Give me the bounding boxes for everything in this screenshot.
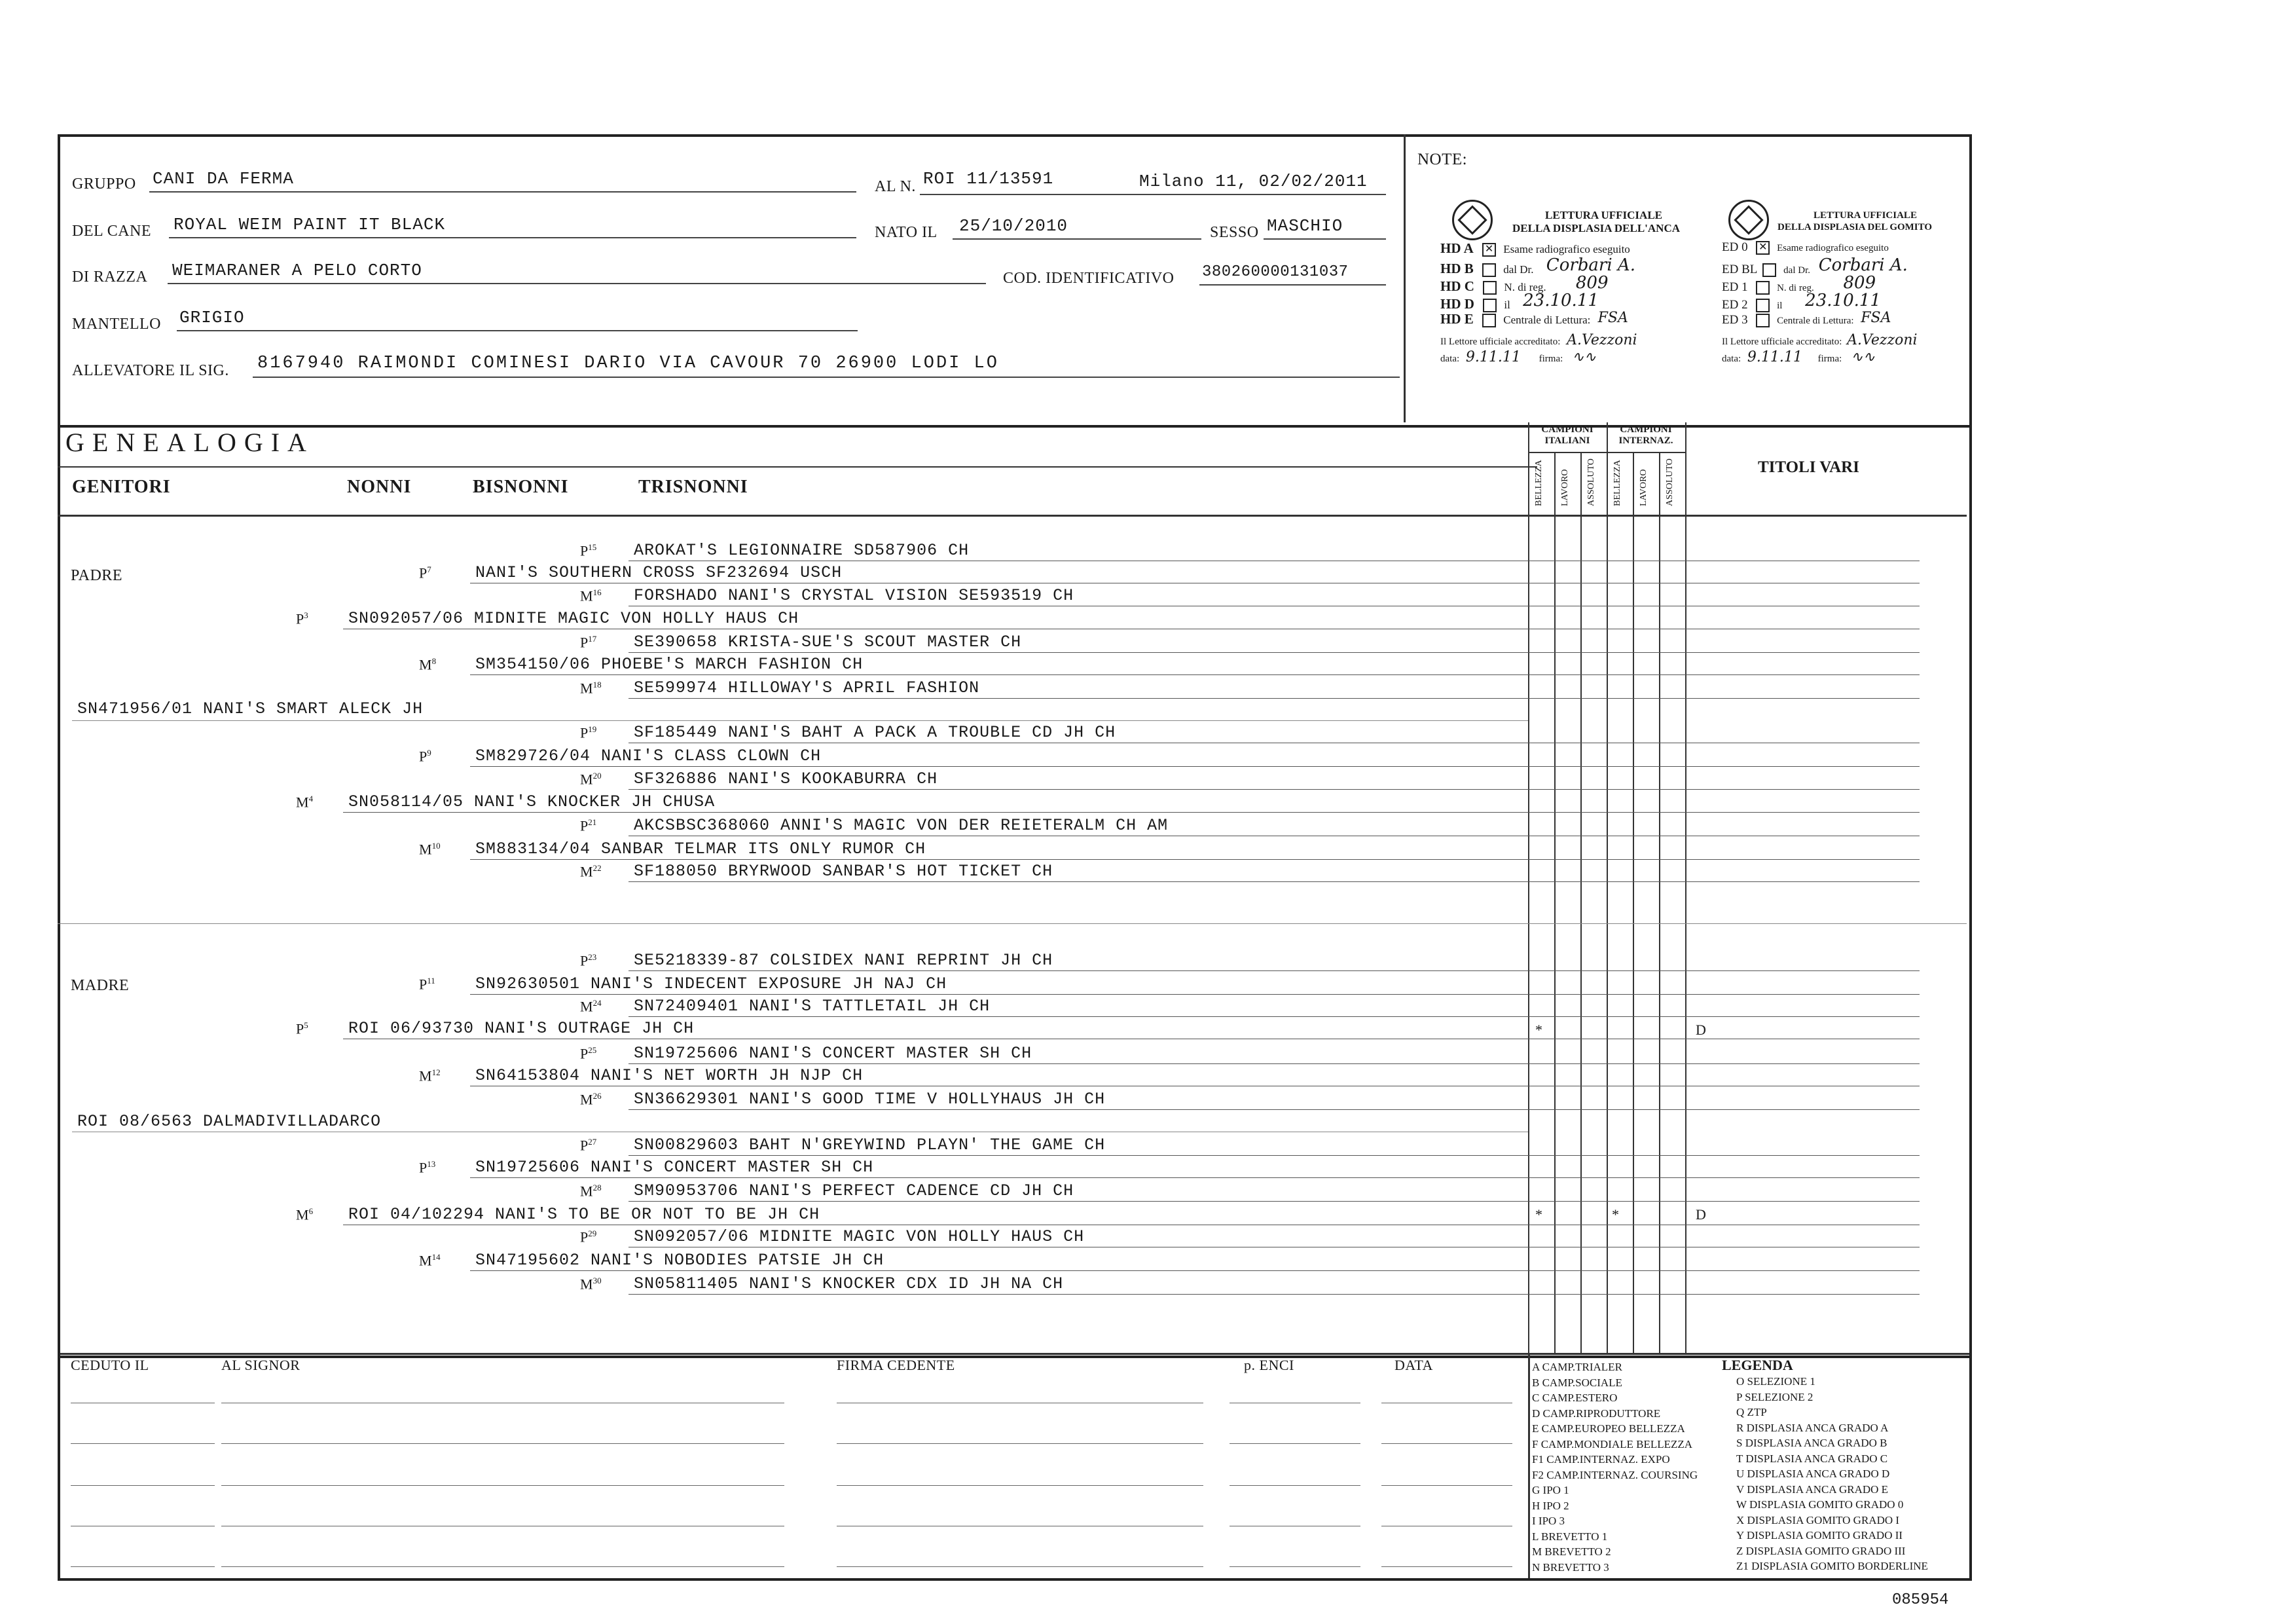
enci-label: p. ENCI [1244,1357,1294,1373]
anca-text: il [1504,299,1510,311]
checkbox-icon [1756,281,1770,295]
gomito-firma-label: firma: [1817,354,1842,364]
pedigree-underline [629,1201,1920,1202]
genitori-header: GENITORI [72,477,171,497]
pedigree-entry: SN092057/06 MIDNITE MAGIC VON HOLLY HAUS CH [348,609,799,628]
grid-v [1633,452,1634,1353]
ceduto-label: CEDUTO IL [71,1357,149,1373]
cod-label: COD. IDENTIFICATIVO [1003,270,1175,287]
pedigree-entry: SM90953706 NANI'S PERFECT CADENCE CD JH CH [634,1181,1074,1200]
mark-star: * [1535,1022,1542,1038]
legend-item: Y DISPLASIA GOMITO GRADO II [1736,1529,1903,1541]
anca-title-2: DELLA DISPLASIA DELL'ANCA [1512,222,1681,234]
checkbox-icon [1483,281,1497,295]
legend-item: Z DISPLASIA GOMITO GRADO III [1736,1544,1906,1557]
al-n-value: ROI 11/13591 [923,169,1054,189]
place-date: Milano 11, 02/02/2011 [1139,172,1368,191]
pedigree-entry: SN19725606 NANI'S CONCERT MASTER SH CH [634,1044,1032,1063]
pedigree-underline [629,1016,1920,1017]
subcol-bellezza-it: BELLEZZA [1534,460,1544,506]
checkbox-checked-icon: ✕ [1482,243,1496,257]
pedigree-underline [629,1109,1920,1110]
anca-block [1440,200,1709,370]
gomito-data-label: data: [1722,354,1741,364]
pedigree-entry: SN47195602 NANI'S NOBODIES PATSIE JH CH [475,1251,884,1270]
note-label: NOTE: [1417,151,1468,168]
serial-number: 085954 [1892,1591,1949,1609]
anca-row [1440,310,1628,327]
pedigree-entry: SE5218339-87 COLSIDEX NANI REPRINT JH CH [634,951,1053,970]
pedigree-underline [343,812,1920,813]
gomito-row [1722,240,1889,255]
anca-firma-label: firma: [1539,354,1563,364]
pedigree-tag: $M^{22}$ [580,863,602,880]
pedigree-tag: $M^6$ [296,1206,314,1223]
pedigree-underline [629,1063,1920,1064]
footer-write-line [221,1566,784,1567]
grid-v [1685,422,1686,1353]
gomito-hand: FSA [1861,310,1891,326]
mantello-line [177,330,858,331]
nato-il-label: NATO IL [875,224,938,241]
campioni-it-header: CAMPIONI ITALIANI [1541,424,1594,446]
pedigree-entry: SN00829603 BAHT N'GREYWIND PLAYN' THE GAME CH [634,1135,1106,1154]
legend-item: C CAMP.ESTERO [1532,1392,1618,1404]
pedigree-tag: $M^{16}$ [580,587,602,604]
al-n-line [920,194,1386,195]
pedigree-entry: ROI 04/102294 NANI'S TO BE OR NOT TO BE JH CH [348,1205,820,1224]
pedigree-entry: SF188050 BRYRWOOD SANBAR'S HOT TICKET CH [634,862,1053,881]
gomito-code: ED 2 [1722,298,1748,312]
note-divider [1404,134,1406,422]
al-signor-label: AL SIGNOR [221,1357,301,1373]
grid-v [1659,452,1660,1353]
legend-item: O SELEZIONE 1 [1736,1375,1815,1388]
bisnonni-header: BISNONNI [473,477,569,497]
nato-il-line [953,238,1201,240]
anca-signature-icon: ∿∿ [1572,349,1596,365]
grid-v [1554,452,1556,1353]
pedigree-tag: $M^{28}$ [580,1183,602,1200]
pedigree-tag: $P^{29}$ [580,1228,597,1246]
pedigree-underline [629,789,1920,790]
genealogia-title: GENEALOGIA [65,428,314,457]
legend-item: M BREVETTO 2 [1532,1545,1611,1558]
gomito-code: ED 1 [1722,280,1748,294]
subcol-lavoro-int: LAVORO [1639,469,1649,506]
del-cane-value: ROYAL WEIM PAINT IT BLACK [173,215,446,234]
pedigree-underline [629,1294,1920,1295]
gomito-text: il [1777,301,1783,311]
nato-il-value: 25/10/2010 [959,216,1068,236]
subcol-assoluto-it: ASSOLUTO [1586,458,1596,506]
gomito-text: Esame radiografico eseguito [1777,243,1889,253]
data-label: DATA [1394,1357,1433,1373]
gomito-row [1722,310,1891,327]
legend-item: U DISPLASIA ANCA GRADO D [1736,1467,1890,1480]
pedigree-entry: NANI'S SOUTHERN CROSS SF232694 USCH [475,563,843,582]
gomito-lettore-label: Il Lettore ufficiale accreditato: [1722,337,1842,347]
gomito-data-hand: 9.11.11 [1747,349,1802,365]
pedigree-tag: $M^{14}$ [419,1252,441,1269]
anca-data-label: data: [1440,354,1460,364]
gomito-title-1: LETTURA UFFICIALE [1813,210,1917,221]
mantello-value: GRIGIO [179,308,245,327]
checkbox-icon [1482,263,1496,277]
firma-cedente-label: FIRMA CEDENTE [837,1357,955,1373]
legend-item: G IPO 1 [1532,1484,1569,1496]
pedigree-entry: SN05811405 NANI'S KNOCKER CDX ID JH NA CH [634,1274,1064,1293]
pedigree-entry: SF326886 NANI'S KOOKABURRA CH [634,769,938,788]
checkbox-icon [1482,314,1496,327]
padre-label: PADRE [71,567,122,584]
sesso-line [1264,238,1386,240]
madre-name: ROI 08/6563 DALMADIVILLADARCO [77,1112,382,1131]
footer-write-line [71,1566,215,1567]
gomito-title-2: DELLA DISPLASIA DEL GOMITO [1777,222,1933,232]
pedigree-tag: $P^{17}$ [580,634,597,651]
footer-write-line [1381,1443,1512,1444]
mark-star: * [1535,1206,1542,1223]
anca-text: N. di reg. [1504,281,1546,293]
pedigree-tag: $M^{20}$ [580,771,602,788]
gomito-code: ED 3 [1722,313,1748,327]
gomito-hand: 23.10.11 [1805,291,1881,310]
mark-star: * [1612,1206,1619,1223]
anca-lettore-hand: A.Vezzoni [1567,332,1637,348]
pedigree-underline [629,698,1920,699]
pedigree-entry: SM883134/04 SANBAR TELMAR ITS ONLY RUMOR CH [475,840,926,858]
legend-item: F CAMP.MONDIALE BELLEZZA [1532,1437,1693,1450]
anca-text: Centrale di Lettura: [1503,314,1591,326]
legend-item: B CAMP.SOCIALE [1532,1376,1622,1389]
footer-write-line [221,1485,784,1486]
pedigree-tag: $M^{18}$ [580,680,602,697]
subcol-assoluto-int: ASSOLUTO [1665,458,1675,506]
anca-hand: 23.10.11 [1523,291,1599,310]
pedigree-underline [470,674,1920,675]
cod-line [1199,284,1386,286]
gomito-text: Centrale di Lettura: [1777,316,1854,326]
legenda-title: LEGENDA [1722,1357,1793,1373]
allevatore-value: 8167940 RAIMONDI COMINESI DARIO VIA CAVOUR 70 26900 LODI LO [257,354,999,373]
pedigree-tag: $P^{15}$ [580,542,597,559]
legend-item: T DISPLASIA ANCA GRADO C [1736,1452,1888,1465]
pedigree-tag: $M^{26}$ [580,1091,602,1108]
anca-text: dal Dr. [1503,263,1534,276]
legend-item: V DISPLASIA ANCA GRADO E [1736,1483,1889,1496]
pedigree-entry: SN72409401 NANI'S TATTLETAIL JH CH [634,997,991,1016]
gomito-lettore [1722,332,1918,348]
checkbox-icon [1756,299,1770,312]
anca-code: HD E [1440,311,1474,327]
pedigree-tag: $P^9$ [419,748,431,765]
legend-item: L BREVETTO 1 [1532,1530,1608,1543]
legend-item: E CAMP.EUROPEO BELLEZZA [1532,1422,1685,1435]
checkbox-icon [1762,263,1776,277]
allevatore-line [253,377,1400,378]
gomito-lettore-hand: A.Vezzoni [1847,332,1918,348]
pedigree-entry: SE390658 KRISTA-SUE'S SCOUT MASTER CH [634,633,1022,652]
pedigree-tag: $P^5$ [296,1020,308,1037]
pedigree-tag: $P^{21}$ [580,817,597,834]
legend-item: F1 CAMP.INTERNAZ. EXPO [1532,1453,1670,1466]
anca-lettore-label: Il Lettore ufficiale accreditato: [1440,337,1561,347]
anca-code: HD A [1440,240,1474,256]
mark-d: D [1696,1206,1706,1223]
footer-frame [58,1353,1972,1581]
gruppo-line [149,191,856,193]
pedigree-entry: SF185449 NANI'S BAHT A PACK A TROUBLE CD JH CH [634,723,1116,742]
pedigree-entry: SN058114/05 NANI'S KNOCKER JH CHUSA [348,792,716,811]
anca-code: HD D [1440,296,1474,312]
pedigree-entry: SN36629301 NANI'S GOOD TIME V HOLLYHAUS JH CH [634,1090,1106,1109]
legend-item: R DISPLASIA ANCA GRADO A [1736,1421,1889,1434]
pedigree-tag: $M^{24}$ [580,998,602,1015]
razza-value: WEIMARANER A PELO CORTO [172,261,422,280]
legend-item: P SELEZIONE 2 [1736,1390,1813,1403]
allevatore-label: ALLEVATORE IL SIG. [72,362,229,379]
pedigree-tag: $P^3$ [296,610,308,627]
footer-write-line [71,1443,215,1444]
pedigree-entry: SN092057/06 MIDNITE MAGIC VON HOLLY HAUS CH [634,1227,1085,1246]
al-n-label: AL N. [875,178,916,195]
legend-item: X DISPLASIA GOMITO GRADO I [1736,1513,1900,1526]
pedigree-entry: FORSHADO NANI'S CRYSTAL VISION SE593519 CH [634,586,1074,605]
pedigree-tag: $M^{10}$ [419,841,441,858]
pedigree-tag: $M^8$ [419,656,437,673]
legend-item: N BREVETTO 3 [1532,1560,1609,1574]
legend-item: Q ZTP [1736,1406,1767,1418]
pedigree-underline [470,994,1920,995]
padre-name: SN471956/01 NANI'S SMART ALECK JH [77,699,424,718]
gomito-hand: 809 [1843,273,1876,293]
anca-title-1: LETTURA UFFICIALE [1545,209,1663,221]
pedigree-underline [629,881,1920,882]
gomito-code: ED 0 [1722,240,1748,254]
pedigree-underline [629,970,1920,971]
nonni-header: NONNI [347,477,412,497]
checkbox-checked-icon: ✕ [1756,241,1770,255]
gomito-seal-icon [1728,200,1769,240]
footer-write-line [837,1566,1203,1567]
anca-row [1440,291,1599,313]
razza-line [168,283,986,284]
anca-text: Esame radiografico eseguito [1503,243,1630,255]
anca-seal-icon [1452,200,1493,240]
footer-write-line [1381,1485,1512,1486]
legend-item: D CAMP.RIPRODUTTORE [1532,1407,1661,1420]
anca-code: HD B [1440,261,1474,276]
anca-row [1440,240,1630,257]
gomito-signature-icon: ∿∿ [1851,349,1875,365]
footer-write-line [221,1443,784,1444]
pedigree-tag: $M^{12}$ [419,1067,441,1084]
pedigree-underline [470,859,1920,860]
subcol-lavoro-it: LAVORO [1560,469,1570,506]
gruppo-label: GRUPPO [72,175,136,193]
pedigree-tag: $P^{11}$ [419,976,435,993]
checkbox-icon [1756,314,1770,327]
pedigree-tag: $M^{30}$ [580,1276,602,1293]
pedigree-underline [470,1177,1920,1178]
anca-data [1440,349,1596,365]
pedigree-entry: AKCSBSC368060 ANNI'S MAGIC VON DER REIETERALM CH AM [634,816,1169,835]
campioni-int-header: CAMPIONI INTERNAZ. [1618,424,1673,446]
pedigree-entry: SM829726/04 NANI'S CLASS CLOWN CH [475,747,822,766]
pedigree-underline [629,652,1920,653]
pedigree-underline [470,766,1920,767]
pedigree-tag: $P^{19}$ [580,724,597,741]
padre-madre-separator [58,923,1967,924]
pedigree-tag: $P^7$ [419,564,431,581]
gen-title-underline [58,466,1537,468]
footer-write-line [1230,1443,1360,1444]
grid-v [1607,422,1608,1353]
pedigree-tag: $P^{27}$ [580,1137,597,1154]
gomito-text: N. di reg. [1777,283,1814,293]
pedigree-entry: SN64153804 NANI'S NET WORTH JH NJP CH [475,1066,864,1085]
pedigree-entry: SM354150/06 PHOEBE'S MARCH FASHION CH [475,655,864,674]
padre-underline [72,720,1528,721]
pedigree-tag: $P^{13}$ [419,1159,436,1176]
del-cane-line [169,237,856,238]
anca-hand: FSA [1597,310,1628,326]
footer-write-line [71,1485,215,1486]
pedigree-underline [629,1155,1920,1156]
grid-v [1580,452,1582,1353]
gomito-text: dal Dr. [1783,265,1810,276]
anca-hand: Corbari A. [1546,255,1635,275]
subcol-bellezza-int: BELLEZZA [1613,460,1622,506]
trisnonni-header: TRISNONNI [638,477,748,497]
sesso-value: MASCHIO [1267,216,1343,236]
legend-item: W DISPLASIA GOMITO GRADO 0 [1736,1498,1904,1511]
footer-write-line [837,1485,1203,1486]
checkbox-icon [1483,299,1497,312]
gruppo-value: CANI DA FERMA [153,169,294,189]
footer-write-line [1230,1485,1360,1486]
madre-label: MADRE [71,977,130,994]
footer-write-line [1230,1566,1360,1567]
pedigree-tag: $P^{25}$ [580,1045,597,1062]
sesso-label: SESSO [1210,224,1259,241]
mantello-label: MANTELLO [72,316,161,333]
pedigree-tag: $P^{23}$ [580,952,597,969]
legend-item: H IPO 2 [1532,1499,1569,1512]
gomito-code: ED BL [1722,263,1757,276]
titoli-vari-header: TITOLI VARI [1758,458,1859,476]
anca-hand: 809 [1575,273,1609,293]
footer-write-line [837,1443,1203,1444]
pedigree-entry: AROKAT'S LEGIONNAIRE SD587906 CH [634,541,970,560]
anca-lettore [1440,332,1637,348]
cod-value: 380260000131037 [1202,263,1349,281]
legend-item: S DISPLASIA ANCA GRADO B [1736,1437,1887,1449]
pedigree-entry: SE599974 HILLOWAY'S APRIL FASHION [634,678,980,697]
gomito-block [1722,200,1964,370]
grid-v [1528,422,1529,1353]
del-cane-label: DEL CANE [72,223,152,240]
legend-item: I IPO 3 [1532,1515,1565,1527]
gomito-hand: Corbari A. [1818,255,1908,275]
gen-header-underline [58,515,1967,517]
pedigree-underline [470,1270,1920,1271]
footer-write-line [1381,1566,1512,1567]
gomito-data [1722,349,1875,365]
legend-item: A CAMP.TRIALER [1532,1361,1622,1373]
legend-item: Z1 DISPLASIA GOMITO BORDERLINE [1736,1560,1928,1572]
pedigree-entry: ROI 06/93730 NANI'S OUTRAGE JH CH [348,1019,695,1038]
pedigree-tag: $M^4$ [296,794,314,811]
pedigree-entry: SN19725606 NANI'S CONCERT MASTER SH CH [475,1158,874,1177]
legend-item: F2 CAMP.INTERNAZ. COURSING [1532,1468,1698,1481]
razza-label: DI RAZZA [72,268,148,286]
anca-data-hand: 9.11.11 [1465,349,1521,365]
mark-d: D [1696,1022,1706,1038]
gomito-row [1722,291,1881,313]
pedigree-entry: SN92630501 NANI'S INDECENT EXPOSURE JH NAJ CH [475,974,947,993]
anca-code: HD C [1440,278,1474,294]
